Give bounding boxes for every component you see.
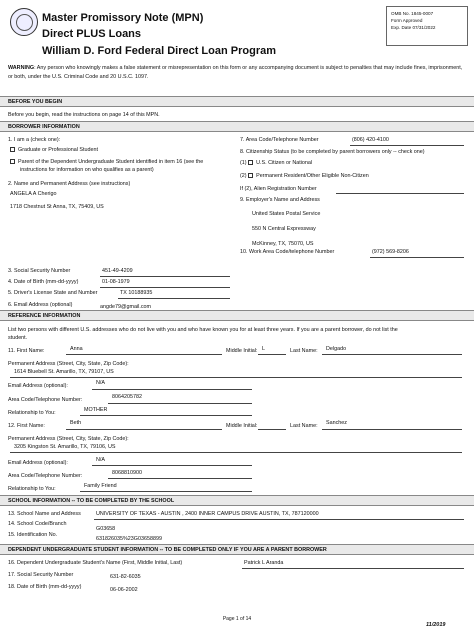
warning-label: WARNING: [8, 65, 35, 71]
ref12-phone[interactable]: 8068810900: [112, 470, 142, 476]
dependent-header: DEPENDENT UNDERGRADUATE STUDENT INFORMATION -- TO BE COMPLETED ONLY IF YOU ARE A PARENT BORROWER: [0, 544, 474, 555]
school-code[interactable]: G03658: [96, 526, 116, 532]
ref11-email-label: Email Address (optional):: [8, 383, 68, 389]
ref11-email[interactable]: N/A: [96, 380, 105, 386]
ref11-relationship[interactable]: MOTHER: [84, 407, 108, 413]
q16-label: 16. Dependent Undergraduate Student's Name (First, Middle Initial, Last): [8, 560, 183, 566]
ref11-phone-line: [108, 403, 252, 404]
ref12-address[interactable]: 3205 Kingston St. Amarillo, TX, 79106, US: [14, 444, 116, 450]
q3-label: 3. Social Security Number: [8, 268, 71, 274]
dependent-ssn[interactable]: 631-82-6035: [110, 574, 141, 580]
q8-option-citizen[interactable]: [240, 160, 312, 167]
program-title: William D. Ford Federal Direct Loan Program: [42, 45, 277, 57]
q1-opt2-label: Parent of the Dependent Undergraduate Student identified in item 16 (see the: [18, 159, 204, 165]
q8-opt1-label: U.S. Citizen or National: [256, 160, 313, 166]
ssn-line: [100, 276, 230, 277]
work-phone-value[interactable]: (972) 569-8206: [372, 249, 409, 255]
ref12-middle-label: Middle Initial:: [226, 423, 258, 429]
alien-reg-label: If (2), Alien Registration Number: [240, 186, 317, 192]
license-line: [118, 298, 230, 299]
ref12-email-line: [92, 465, 252, 466]
q9-label: 9. Employer's Name and Address: [240, 197, 320, 203]
ref11-rel-label: Relationship to You:: [8, 410, 56, 416]
q2-label: 2. Name and Permanent Address (see instructions): [8, 181, 131, 187]
ref12-email-label: Email Address (optional):: [8, 460, 68, 466]
ref12-phone-line: [108, 478, 252, 479]
q1-option-parent[interactable]: [10, 159, 203, 166]
school-header: SCHOOL INFORMATION -- TO BE COMPLETED BY THE SCHOOL: [0, 495, 474, 506]
borrower-address[interactable]: 1718 Chestnut St Anna, TX, 75409, US: [10, 204, 104, 210]
reference-intro: List two persons with different U.S. addresses who do not live with you and who have known you for at least three years. If you are a parent borrower, do not list the: [8, 327, 398, 333]
ref11-addr-label: Permanent Address (Street, City, State, Zip Code):: [8, 361, 129, 367]
ref12-phone-label: Area Code/Telephone Number:: [8, 473, 83, 479]
expiration-date: Exp. Date 07/31/2022: [391, 25, 436, 30]
q8-num2: (2): [240, 173, 247, 179]
ref11-phone-label: Area Code/Telephone Number:: [8, 397, 83, 403]
q8-option-resident[interactable]: [240, 173, 369, 180]
ref11-first-label: 11. First Name:: [8, 348, 45, 354]
omb-number: OMB No. 1845-0007: [391, 11, 434, 16]
q8-num1: (1): [240, 160, 247, 166]
ref11-last-label: Last Name:: [290, 348, 318, 354]
ref12-addr-line: [10, 452, 462, 453]
q18-label: 18. Date of Birth (mm-dd-yyyy): [8, 584, 82, 590]
work-phone-line: [370, 257, 464, 258]
alien-reg-line: [336, 193, 464, 194]
ref11-mi-line: [258, 354, 286, 355]
q1-option-student[interactable]: [10, 147, 98, 154]
q17-label: 17. Social Security Number: [8, 572, 74, 578]
q8-label: 8. Citizenship Status (to be completed by parent borrowers only -- check one): [240, 149, 425, 155]
ssn-value[interactable]: 451-49-4209: [102, 268, 133, 274]
ref11-email-line: [92, 389, 252, 390]
ref11-last-line: [322, 354, 462, 355]
dependent-dob[interactable]: 06-06-2002: [110, 587, 138, 593]
reference-intro-cont: student.: [8, 335, 28, 341]
ref11-address[interactable]: 1614 Bluebell St. Amarillo, TX, 79107, US: [14, 369, 114, 375]
ref11-phone[interactable]: 8064205782: [112, 394, 142, 400]
ref11-middle-label: Middle Initial:: [226, 348, 258, 354]
ref11-rel-line: [80, 415, 252, 416]
q7-label: 7. Area Code/Telephone Number: [240, 137, 319, 143]
employer-address2[interactable]: McKinney, TX, 75070, US: [252, 241, 314, 247]
borrower-name[interactable]: ANGELA A Cherigo: [10, 191, 57, 197]
dependent-name[interactable]: Patrick L Aranda: [244, 560, 284, 566]
q13-label: 13. School Name and Address: [8, 511, 81, 517]
q4-label: 4. Date of Birth (mm-dd-yyyy): [8, 279, 79, 285]
q1-opt2-cont: instructions for information on who qualifies as a parent): [20, 167, 154, 173]
q1-label: 1. I am a (check one):: [8, 137, 61, 143]
form-approved: Form Approved: [391, 18, 423, 23]
ref12-first-line: [66, 429, 222, 430]
department-seal-icon: [10, 8, 38, 36]
graduate-checkbox[interactable]: [10, 147, 15, 152]
q1-opt1-label: Graduate or Professional Student: [18, 147, 99, 153]
email-value[interactable]: angde79@gmail.com: [100, 304, 152, 310]
before-header: BEFORE YOU BEGIN: [0, 96, 474, 107]
before-text: Before you begin, read the instructions on page 14 of this MPN.: [8, 112, 160, 118]
reference-header: REFERENCE INFORMATION: [0, 310, 474, 321]
q5-label: 5. Driver's License State and Number: [8, 290, 98, 296]
ref12-relationship[interactable]: Family Friend: [84, 483, 117, 489]
employer-name[interactable]: United States Postal Service: [252, 211, 321, 217]
ref12-first-label: 12. First Name:: [8, 423, 45, 429]
ref12-rel-label: Relationship to You:: [8, 486, 56, 492]
borrower-header: BORROWER INFORMATION: [0, 121, 474, 132]
ref12-first-name[interactable]: Beth: [70, 420, 82, 426]
form-title: Master Promissory Note (MPN): [42, 12, 204, 24]
ref12-rel-line: [80, 491, 252, 492]
ref12-last-name[interactable]: Sanchez: [326, 420, 347, 426]
page-number: Page 1 of 14: [222, 616, 252, 622]
ref12-addr-label: Permanent Address (Street, City, State, Zip Code):: [8, 436, 129, 442]
parent-checkbox[interactable]: [10, 159, 15, 164]
employer-address1[interactable]: 550 N Central Expressway: [252, 226, 316, 232]
q10-label: 10. Work Area Code/telephone Number: [240, 249, 335, 255]
ref11-addr-line: [10, 377, 462, 378]
phone-line: [350, 145, 464, 146]
q14-label: 14. School Code/Branch: [8, 521, 67, 527]
form-date: 11/2019: [426, 622, 446, 628]
q6-label: 6. Email Address (optional): [8, 302, 73, 308]
warning-body: : Any person who knowingly makes a false statement or misrepresentation on this form or any accompanying document is subject to penalties that may include fines, imprisonment, or both, under the U.S. Criminal Code and 20 U.S.C. 1097.: [8, 65, 463, 80]
ref11-middle-initial[interactable]: L: [262, 346, 265, 352]
school-line: [94, 519, 464, 520]
form-subtitle: Direct PLUS Loans: [42, 28, 142, 40]
school-name-address[interactable]: UNIVERSITY OF TEXAS - AUSTIN , 2400 INNER CAMPUS DRIVE AUSTIN, TX, 787120000: [96, 511, 319, 517]
school-id[interactable]: 631826035%23G03658899: [96, 536, 162, 542]
ref12-last-line: [322, 429, 462, 430]
warning-text: [8, 64, 468, 82]
citizen-checkbox[interactable]: [248, 160, 253, 165]
ref11-first-line: [66, 354, 222, 355]
omb-box: [386, 6, 468, 46]
phone-value[interactable]: (806) 420-4100: [352, 137, 389, 143]
ref12-mi-line: [258, 429, 286, 430]
ref11-last-name[interactable]: Delgado: [326, 346, 347, 352]
resident-checkbox[interactable]: [248, 173, 253, 178]
ref12-email[interactable]: N/A: [96, 457, 105, 463]
dob-value[interactable]: 01-08-1979: [102, 279, 130, 285]
q8-opt2-label: Permanent Resident/Other Eligible Non-Citizen: [256, 173, 369, 179]
ref12-last-label: Last Name:: [290, 423, 318, 429]
license-value[interactable]: TX 10188935: [120, 290, 153, 296]
dependent-name-line: [242, 568, 464, 569]
ref11-first-name[interactable]: Anna: [70, 346, 83, 352]
q15-label: 15. Identification No.: [8, 532, 58, 538]
dob-line: [100, 287, 230, 288]
